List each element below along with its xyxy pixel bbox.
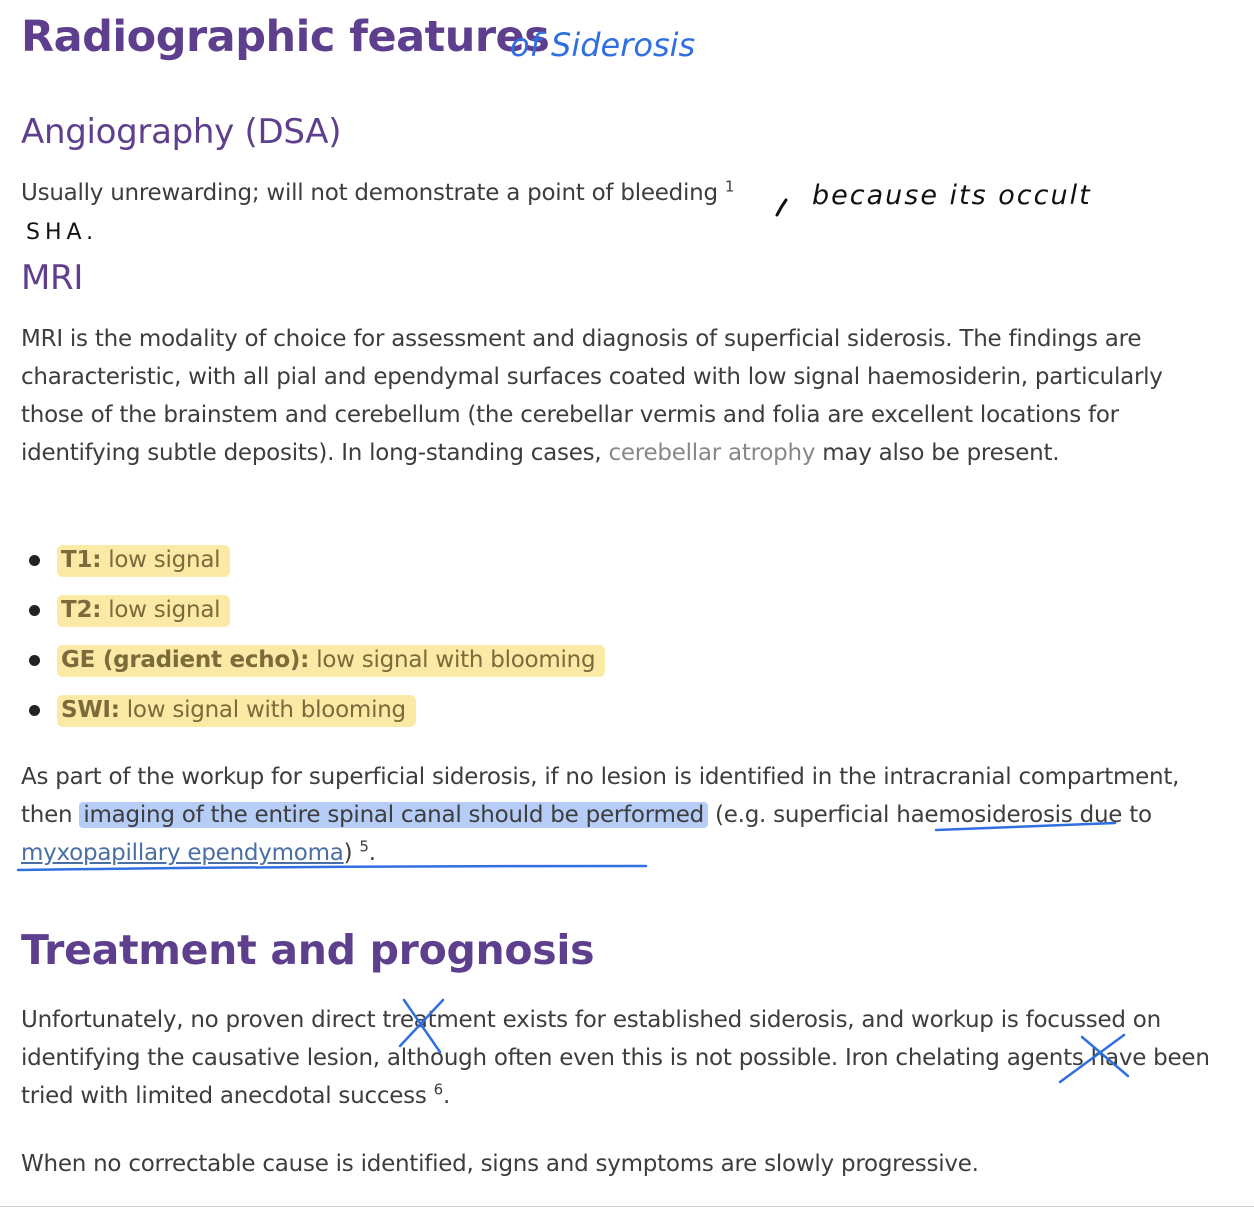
sequence-text: low signal	[108, 597, 221, 623]
mri-text-end: may also be present.	[822, 440, 1060, 466]
dsa-handwritten-note-2: SHA.	[26, 220, 99, 245]
treatment-heading: Treatment and prognosis	[21, 926, 595, 974]
prognosis-paragraph: When no correctable cause is identified, signs and symptoms are slowly progressive.	[21, 1151, 979, 1177]
bottom-divider	[0, 1206, 1254, 1207]
treatment-period: .	[442, 1083, 451, 1109]
bullet-icon	[29, 555, 40, 566]
treatment-paragraph	[21, 1001, 1211, 1115]
bullet-icon	[29, 605, 40, 616]
highlight	[57, 645, 605, 677]
sequence-text: low signal with blooming	[126, 697, 406, 723]
sequence-label: T2:	[61, 597, 102, 623]
myxopapillary-ependymoma-link[interactable]: myxopapillary ependymoma	[21, 840, 344, 866]
reference-1[interactable]: 1	[724, 177, 735, 196]
workup-paragraph	[21, 758, 1211, 872]
dsa-handwritten-note: because its occult	[812, 180, 1092, 211]
angiography-text: Usually unrewarding; will not demonstrate a point of bleeding	[21, 180, 718, 206]
list-item	[0, 590, 605, 640]
workup-text-2: (e.g. superficial haemosiderosis due to	[715, 802, 1152, 828]
mri-sequence-list	[0, 540, 605, 740]
workup-text: As part of the workup for superficial siderosis, if no lesion is identified in the intracranial compartment, then	[21, 764, 1180, 828]
blue-highlight: imaging of the entire spinal canal should be performed	[79, 802, 708, 828]
mri-paragraph	[21, 320, 1211, 472]
list-item	[0, 540, 605, 590]
highlight	[57, 595, 230, 627]
title-handwritten-note: of Siderosis	[510, 26, 696, 64]
sequence-text: low signal with blooming	[316, 647, 596, 673]
highlight	[57, 545, 230, 577]
angiography-paragraph	[21, 174, 1211, 212]
reference-6[interactable]: 6	[433, 1080, 443, 1099]
treatment-text: Unfortunately, no proven direct treatment exists for established siderosis, and workup is focussed on identifying the causative lesion, although often even this is not possible. Iron chelating agents have been tried with limited anecdotal success	[21, 1007, 1210, 1109]
sequence-label: T1:	[61, 547, 102, 573]
cerebellar-atrophy-link[interactable]: cerebellar atrophy	[608, 440, 816, 466]
page-title: Radiographic features	[21, 12, 550, 62]
highlight	[57, 695, 416, 727]
reference-5[interactable]: 5	[359, 837, 369, 856]
sequence-label: SWI:	[61, 697, 120, 723]
list-item	[0, 690, 605, 740]
sequence-text: low signal	[108, 547, 221, 573]
bullet-icon	[29, 655, 40, 666]
workup-period: .	[368, 840, 376, 866]
workup-paren: )	[343, 840, 353, 866]
bullet-icon	[29, 705, 40, 716]
list-item	[0, 640, 605, 690]
sequence-label: GE (gradient echo):	[61, 647, 310, 673]
mri-text: MRI is the modality of choice for assessment and diagnosis of superficial siderosis. The findings are characteristic, with all pial and ependymal surfaces coated with low signal haemosiderin, particularly those of the brainstem and cerebellum (the cerebellar vermis and folia are excellent locations for identifying subtle deposits). In long-standing cases,	[21, 326, 1163, 466]
angiography-heading: Angiography (DSA)	[21, 112, 342, 152]
mri-heading: MRI	[21, 258, 84, 298]
